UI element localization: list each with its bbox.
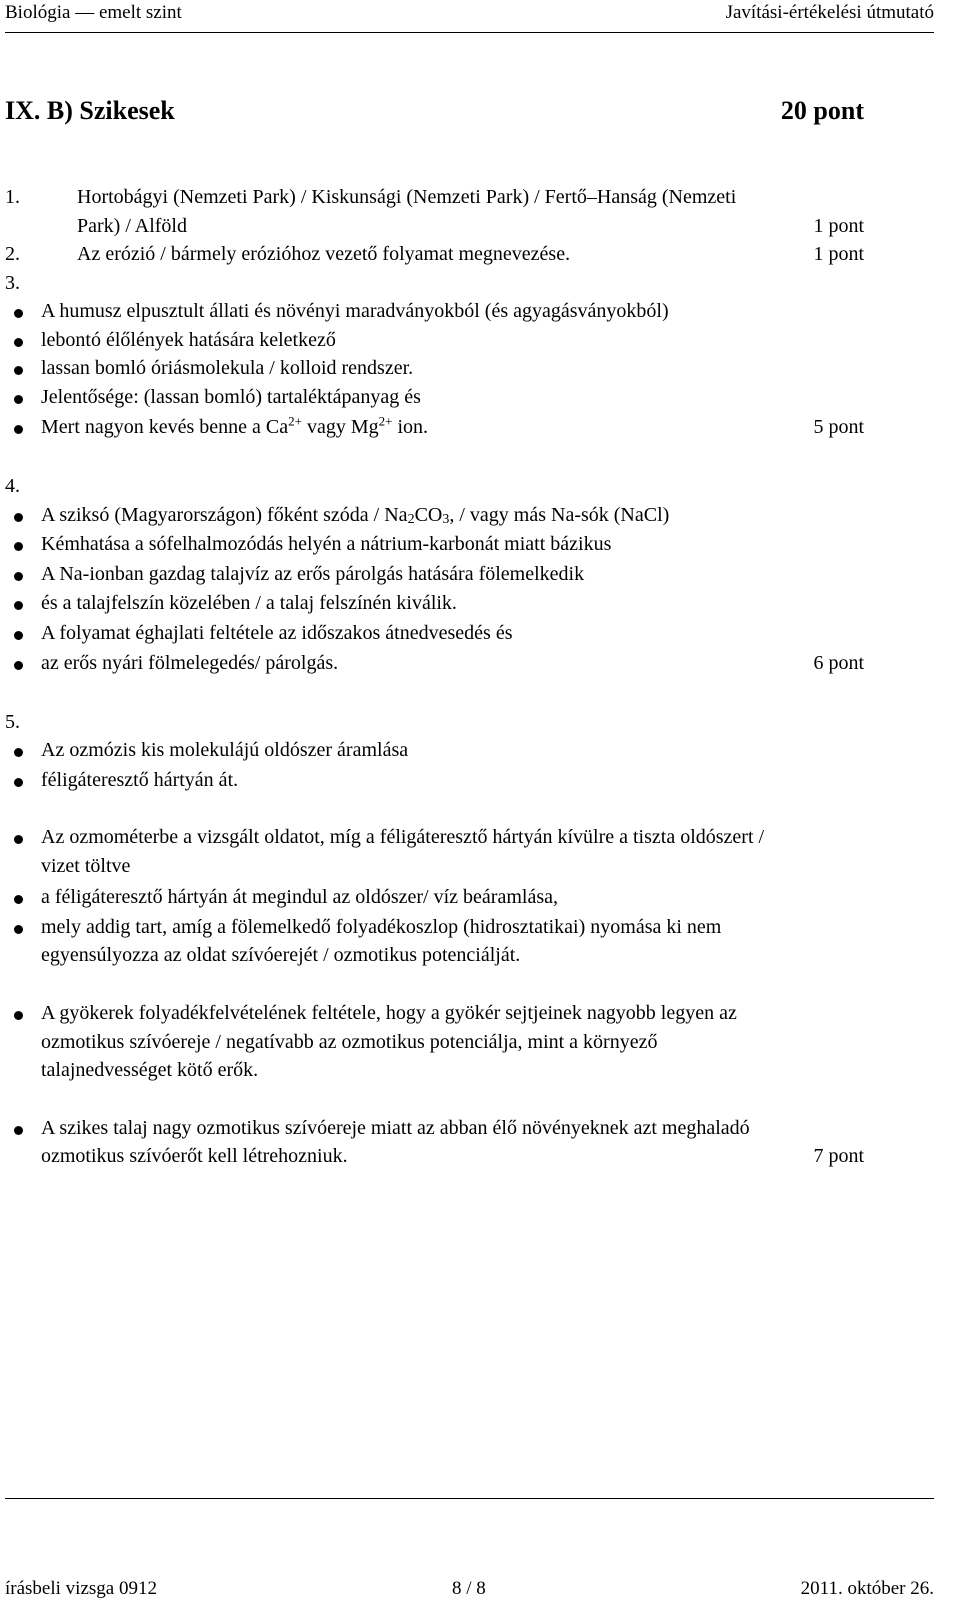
q1-line1: Hortobágyi (Nemzeti Park) / Kiskunsági (Nemzeti Park) / Fertő–Hanság (Nemzeti	[77, 186, 737, 208]
bullet	[14, 925, 23, 934]
footer-left: írásbeli vizsga 0912	[5, 1578, 157, 1599]
q3-bullet4: Jelentősége: (lassan bomló) tartaléktápanyag és	[41, 386, 421, 408]
q1-points: 1 pont	[813, 215, 864, 237]
bullet	[14, 542, 23, 551]
q5-bullet6-line1: A gyökerek folyadékfelvételének feltétele, hogy a gyökér sejtjeinek nagyobb legyen az	[41, 1002, 737, 1024]
q4-number: 4.	[5, 475, 20, 497]
q5-bullet6-line3: talajnedvességet kötő erők.	[41, 1059, 259, 1081]
q4-bullet6: az erős nyári fölmelegedés/ párolgás.	[41, 652, 339, 674]
q5-bullet1: Az ozmózis kis molekulájú oldószer áramlása	[41, 739, 409, 761]
q5-number: 5.	[5, 711, 20, 733]
bullet	[14, 338, 23, 347]
q4-bullet3: A Na-ionban gazdag talajvíz az erős párolgás hatására fölemelkedik	[41, 563, 585, 585]
q5-points: 7 pont	[813, 1145, 864, 1167]
bullet	[14, 1011, 23, 1020]
q5-bullet4: a féligáteresztő hártyán át megindul az oldószer/ víz beáramlása,	[41, 886, 558, 908]
bullet	[14, 513, 23, 522]
q4-bullet5: A folyamat éghajlati feltétele az időszakos átnedvesedés és	[41, 622, 513, 644]
q5-bullet6-line2: ozmotikus szívóereje / negatívabb az ozmotikus potenciálja, mint a környező	[41, 1031, 658, 1053]
q4-bullet4: és a talajfelszín közelében / a talaj felszínén kiválik.	[41, 592, 457, 614]
q3-number: 3.	[5, 272, 20, 294]
q5-bullet3-line1: Az ozmométerbe a vizsgált oldatot, míg a féligáteresztő hártyán kívülre a tiszta oldószert /	[41, 826, 765, 848]
bullet	[14, 661, 23, 670]
q5-bullet5-line2: egyensúlyozza az oldat szívóerejét / ozmotikus potenciálját.	[41, 944, 521, 966]
q5-bullet7-line1: A szikes talaj nagy ozmotikus szívóereje miatt az abban élő növényeknek azt meghaladó	[41, 1117, 750, 1139]
q4-bullet1: A sziksó (Magyarországon) főként szóda / $Na_2CO_3$, / vagy más Na-sók (NaCl)	[41, 504, 670, 527]
section-points: 20 pont	[780, 96, 864, 125]
bullet	[14, 631, 23, 640]
q3-bullet1: A humusz elpusztult állati és növényi maradványokból (és agyagásványokból)	[41, 300, 669, 322]
bullet	[14, 835, 23, 844]
footer-rule	[5, 1498, 934, 1499]
q1-number: 1.	[5, 186, 20, 208]
q2-points: 1 pont	[813, 243, 864, 265]
bullet	[14, 425, 23, 434]
q5-bullet7-line2: ozmotikus szívóerőt kell létrehozniuk.	[41, 1145, 348, 1167]
q2-number: 2.	[5, 243, 20, 265]
q5-bullet3-line2: vizet töltve	[41, 855, 131, 877]
bullet	[14, 748, 23, 757]
q5-bullet5-line1: mely addig tart, amíg a fölemelkedő folyadékoszlop (hidrosztatikai) nyomása ki nem	[41, 916, 722, 938]
bullet	[14, 895, 23, 904]
header-right: Javítási-értékelési útmutató	[725, 2, 934, 23]
bullet	[14, 366, 23, 375]
q4-points: 6 pont	[813, 652, 864, 674]
bullet	[14, 601, 23, 610]
footer-page: 8 / 8	[452, 1578, 486, 1599]
bullet	[14, 572, 23, 581]
q1-line2: Park) / Alföld	[77, 215, 187, 237]
bullet	[14, 778, 23, 787]
bullet	[14, 395, 23, 404]
q3-bullet3: lassan bomló óriásmolekula / kolloid rendszer.	[41, 357, 414, 379]
q5-bullet2: féligáteresztő hártyán át.	[41, 769, 239, 791]
bullet	[14, 1126, 23, 1135]
q3-bullet2: lebontó élőlények hatására keletkező	[41, 329, 336, 351]
q2-text: Az erózió / bármely erózióhoz vezető folyamat megnevezése.	[77, 243, 571, 265]
footer-date: 2011. október 26.	[800, 1578, 934, 1599]
q3-bullet5: Mert nagyon kevés benne a $Ca^{2+}$ vagy $Mg^{2+}$ ion.	[41, 413, 429, 438]
header-left: Biológia — emelt szint	[5, 2, 182, 23]
section-title: IX. B) Szikesek	[5, 96, 175, 125]
q4-bullet2: Kémhatása a sófelhalmozódás helyén a nátrium-karbonát miatt bázikus	[41, 533, 612, 555]
header-rule	[5, 32, 934, 33]
q3-points: 5 pont	[813, 416, 864, 438]
bullet	[14, 309, 23, 318]
